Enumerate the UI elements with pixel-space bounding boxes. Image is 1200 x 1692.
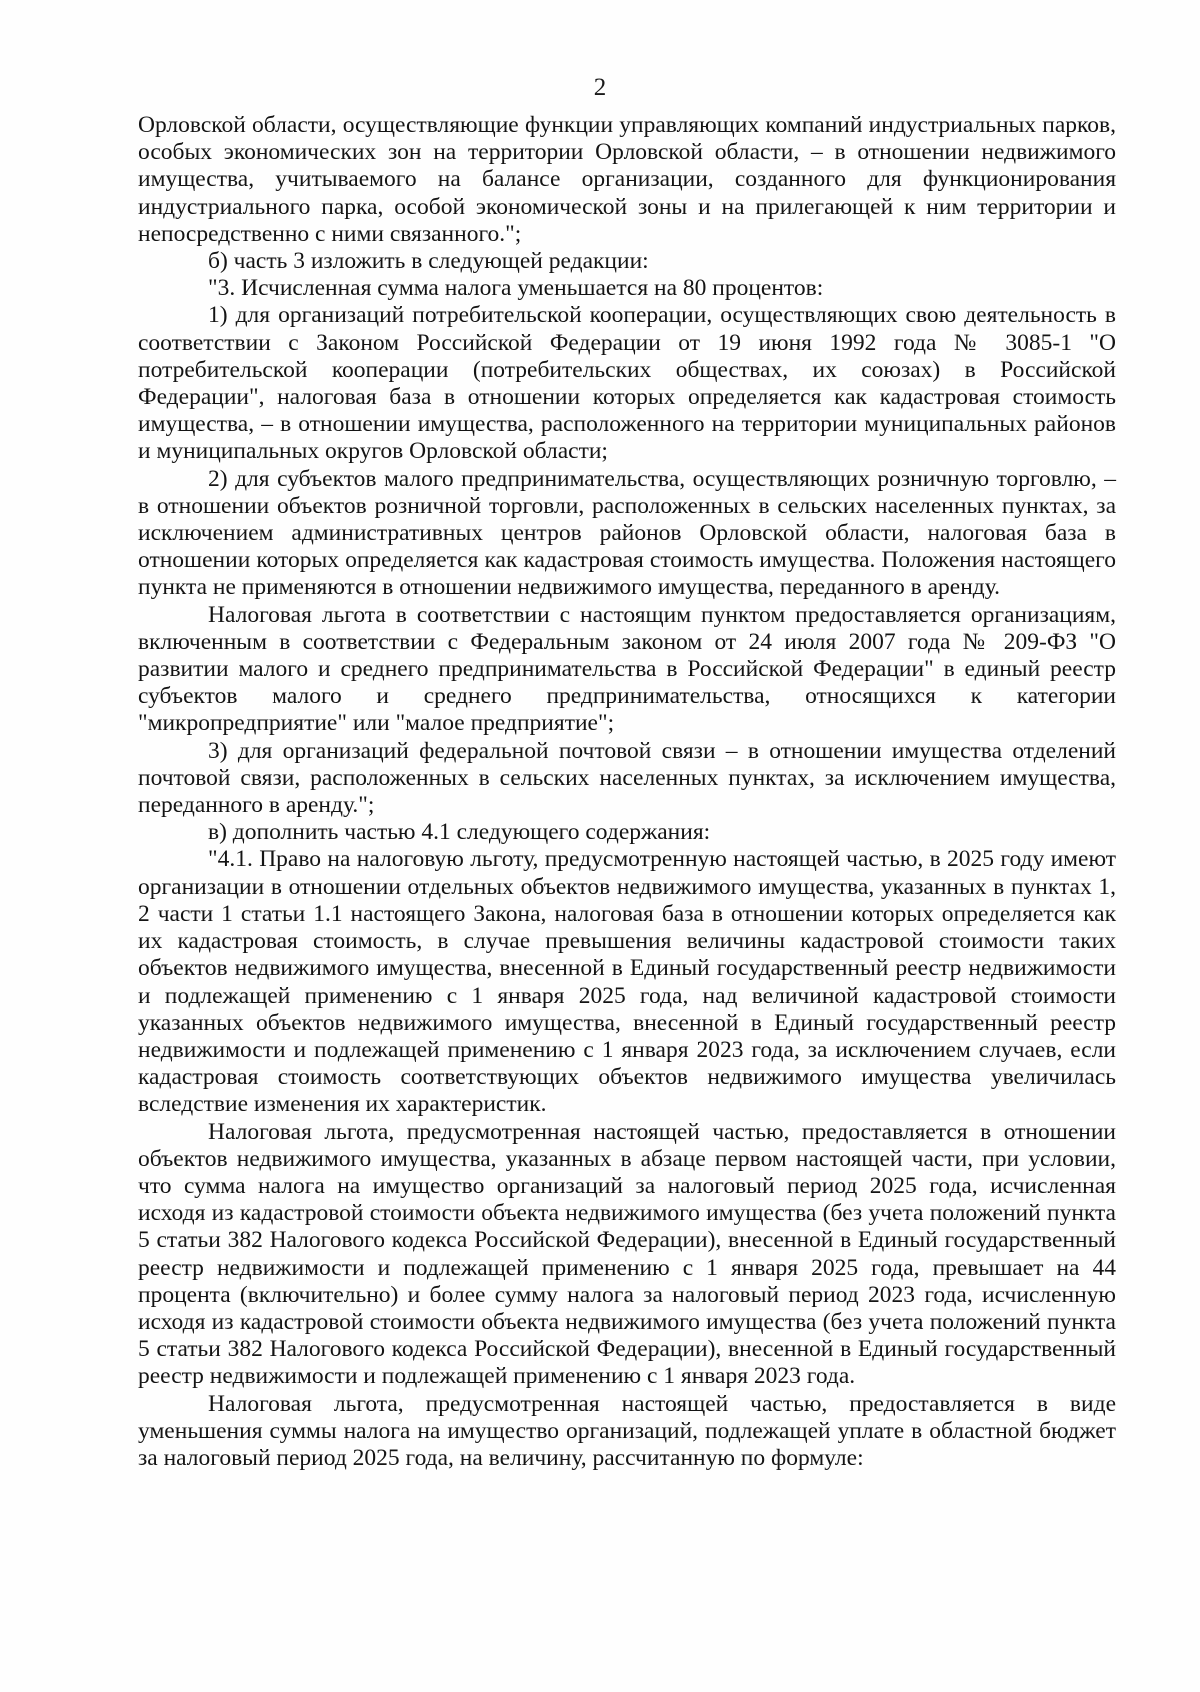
paragraph-part-4-1: "4.1. Право на налоговую льготу, предусмотренную настоящей частью, в 2025 году имеют организации в отношении отдельных объектов недвижимого имущества, указанных в пунктах 1, 2 части 1 статьи 1.1 настоящего Закона, налоговая база в отношении которых определяется как их кадастровая стоимость, в случае превышения величины кадастровой стоимости таких объектов недвижимого имущества, внесенной в Единый государственный реестр недвижимости и подлежащей применению с 1 января 2025 года, над величиной кадастровой стоимости указанных объектов недвижимого имущества, внесенной в Единый государственный реестр недвижимости и подлежащей применению с 1 января 2023 года, за исключением случаев, если кадастровая стоимость соответствующих объектов недвижимого имущества увеличилась вследствие изменения их характеристик. (138, 846, 1116, 1118)
page-number: 2 (593, 74, 607, 101)
paragraph-point-2-benefit: Налоговая льгота в соответствии с настоящим пунктом предоставляется организациям, включенным в соответствии с Федеральным законом от 24 июля 2007 года № 209-ФЗ "О развитии малого и среднего предпринимательства в Российской Федерации" в единый реестр субъектов малого и среднего предпринимательства, относящихся к категории "микропредприятие" или "малое предприятие"; (138, 601, 1116, 737)
document-body (138, 112, 1116, 1472)
paragraph-part-3: "3. Исчисленная сумма налога уменьшается на 80 процентов: (208, 275, 824, 302)
paragraph-item-b: б) часть 3 изложить в следующей редакции: (208, 248, 649, 275)
paragraph-item-v: в) дополнить частью 4.1 следующего содержания: (208, 819, 711, 846)
paragraph-point-2: 2) для субъектов малого предпринимательства, осуществляющих розничную торговлю, – в отношении объектов розничной торговли, расположенных в сельских населенных пунктах, за исключением административных центров районов Орловской области, налоговая база в отношении которых определяется как кадастровая стоимость имущества. Положения настоящего пункта не применяются в отношении недвижимого имущества, переданного в аренду. (138, 465, 1116, 601)
paragraph-part-4-1-condition: Налоговая льгота, предусмотренная настоящей частью, предоставляется в отношении объектов недвижимого имущества, указанных в абзаце первом настоящей части, при условии, что сумма налога на имущество организаций за налоговый период 2025 года, исчисленная исходя из кадастровой стоимости объекта недвижимого имущества (без учета положений пункта 5 статьи 382 Налогового кодекса Российской Федерации), внесенной в Единый государственный реестр недвижимости и подлежащей применению с 1 января 2025 года, превышает на 44 процента (включительно) и более сумму налога за налоговый период 2023 года, исчисленную исходя из кадастровой стоимости объекта недвижимого имущества (без учета положений пункта 5 статьи 382 Налогового кодекса Российской Федерации), внесенной в Единый государственный реестр недвижимости и подлежащей применению с 1 января 2023 года. (138, 1118, 1116, 1390)
paragraph-part-4-1-formula: Налоговая льгота, предусмотренная настоящей частью, предоставляется в виде уменьшения суммы налога на имущество организаций, подлежащей уплате в областной бюджет за налоговый период 2025 года, на величину, рассчитанную по формуле: (138, 1390, 1116, 1471)
paragraph-point-1: 1) для организаций потребительской кооперации, осуществляющих свою деятельность в соответствии с Законом Российской Федерации от 19 июня 1992 года № 3085-1 "О потребительской кооперации (потребительских обществах, их союзах) в Российской Федерации", налоговая база в отношении которых определяется как кадастровая стоимость имущества, – в отношении имущества, расположенного на территории муниципальных районов и муниципальных округов Орловской области; (138, 302, 1116, 465)
paragraph-point-3: 3) для организаций федеральной почтовой связи – в отношении имущества отделений почтовой связи, расположенных в сельских населенных пунктах, за исключением имущества, переданного в аренду."; (138, 737, 1116, 819)
paragraph-continuation: Орловской области, осуществляющие функции управляющих компаний индустриальных парков, особых экономических зон на территории Орловской области, – в отношении недвижимого имущества, учитываемого на балансе организации, созданного для функционирования индустриального парка, особой экономической зоны и на прилегающей к ним территории и непосредственно с ними связанного."; (138, 112, 1116, 247)
